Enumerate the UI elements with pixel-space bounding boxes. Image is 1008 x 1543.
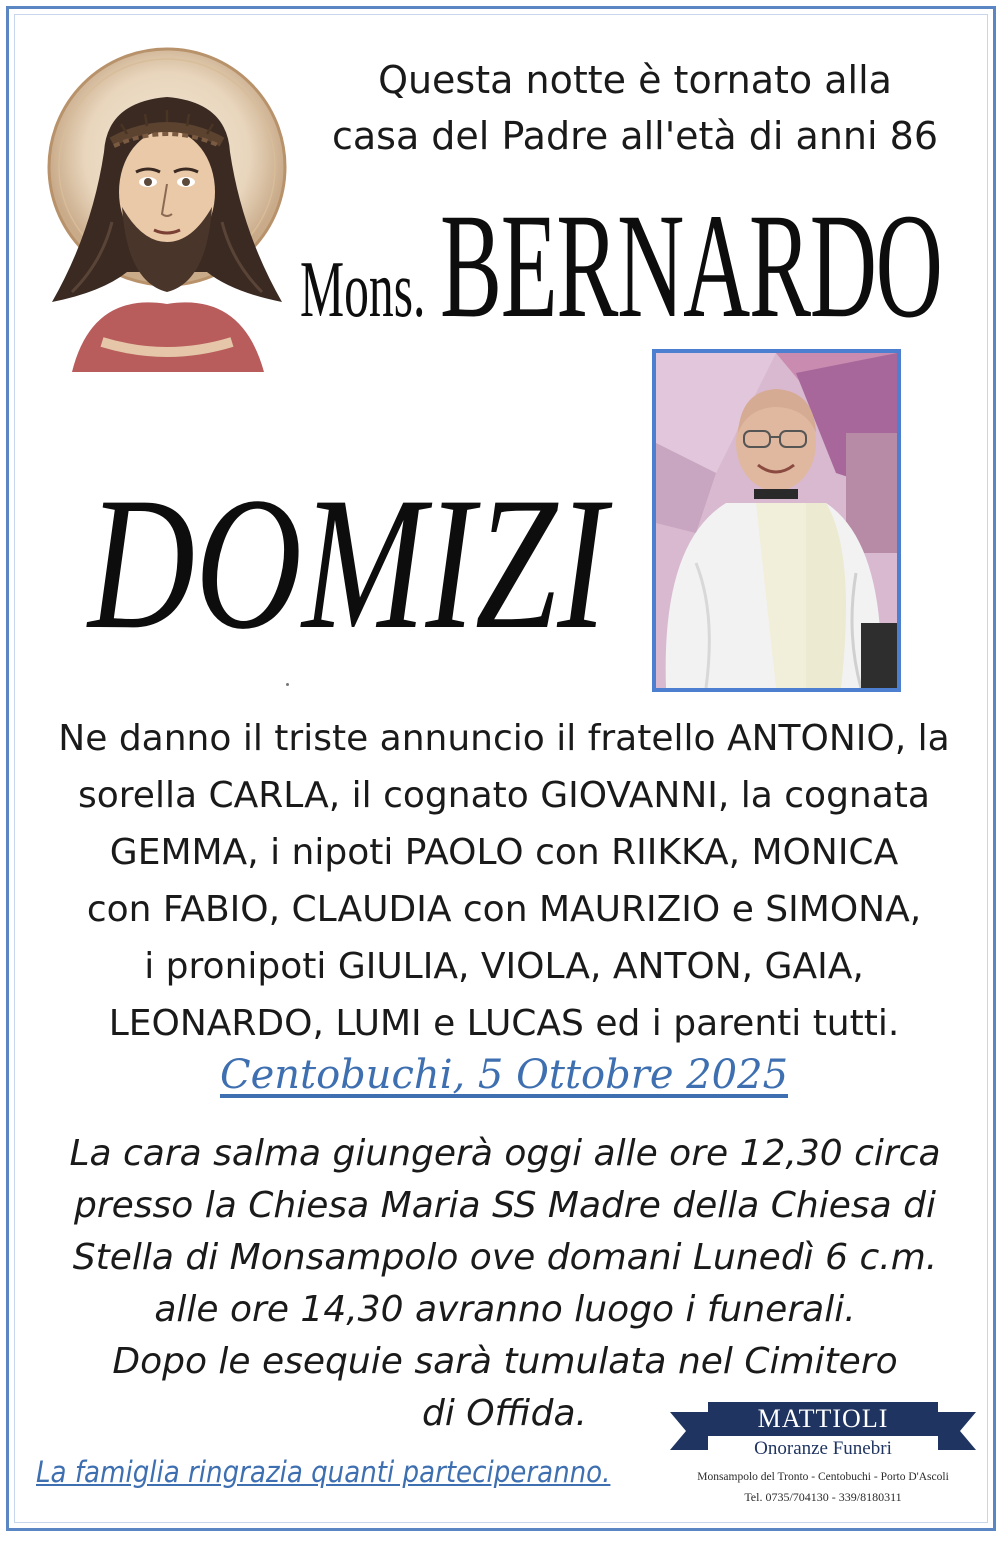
jesus-portrait-image (32, 42, 302, 372)
announcement-line: GEMMA, i nipoti PAOLO con RIIKKA, MONICA (109, 832, 899, 873)
intro-line-2: casa del Padre all'età di anni 86 (331, 114, 939, 158)
given-name: BERNARDO (440, 183, 942, 349)
agency-name: MATTIOLI (708, 1402, 938, 1436)
agency-subtitle: Onoranze Funebri (708, 1438, 938, 1460)
family-thanks: La famiglia ringrazia quanti parteciperanno. (36, 1455, 611, 1489)
funeral-line: alle ore 14,30 avranno luogo i funerali. (154, 1289, 856, 1330)
announcement-line: i pronipoti GIULIA, VIOLA, ANTON, GAIA, (144, 946, 864, 987)
funeral-line: di Offida. (422, 1393, 587, 1434)
ribbon-right-tail (960, 1412, 976, 1450)
ribbon-left-bar (686, 1412, 708, 1450)
funeral-line: Stella di Monsampolo ove domani Lunedì 6 c.m. (72, 1237, 938, 1278)
announcement-line: con FABIO, CLAUDIA con MAURIZIO e SIMONA, (86, 889, 922, 930)
agency-phone: Tel. 0735/704130 - 339/8180311 (744, 1490, 902, 1504)
deceased-name-line (300, 180, 990, 352)
funeral-line: presso la Chiesa Maria SS Madre della Chiesa di (73, 1185, 937, 1226)
place-date: Centobuchi, 5 Ottobre 2025 (219, 1052, 789, 1098)
intro-text (305, 52, 965, 164)
ribbon-right-bar (938, 1412, 960, 1450)
agency-locations: Monsampolo del Tronto - Centobuchi - Porto D'Ascoli (697, 1471, 949, 1483)
deceased-photo-image (656, 353, 897, 688)
announcement-line: sorella CARLA, il cognato GIOVANNI, la cognata (78, 775, 930, 816)
stray-dot (286, 683, 289, 686)
surname: DOMIZI (88, 459, 607, 669)
funeral-details (30, 1128, 980, 1440)
funeral-agency-logo (668, 1398, 978, 1518)
funeral-line: Dopo le esequie sarà tumulata nel Cimitero (112, 1341, 898, 1382)
announcement-line: Ne danno il triste annuncio il fratello ANTONIO, la (58, 718, 950, 759)
family-announcement (24, 710, 984, 1052)
ribbon-left-tail (670, 1412, 686, 1450)
funeral-line: La cara salma giungerà oggi alle ore 12,30 circa (69, 1133, 941, 1174)
deceased-photo (652, 349, 901, 692)
intro-line-1: Questa notte è tornato alla (378, 58, 892, 102)
announcement-line: LEONARDO, LUMI e LUCAS ed i parenti tutti. (108, 1003, 900, 1044)
honorific-title: Mons. (300, 246, 426, 334)
